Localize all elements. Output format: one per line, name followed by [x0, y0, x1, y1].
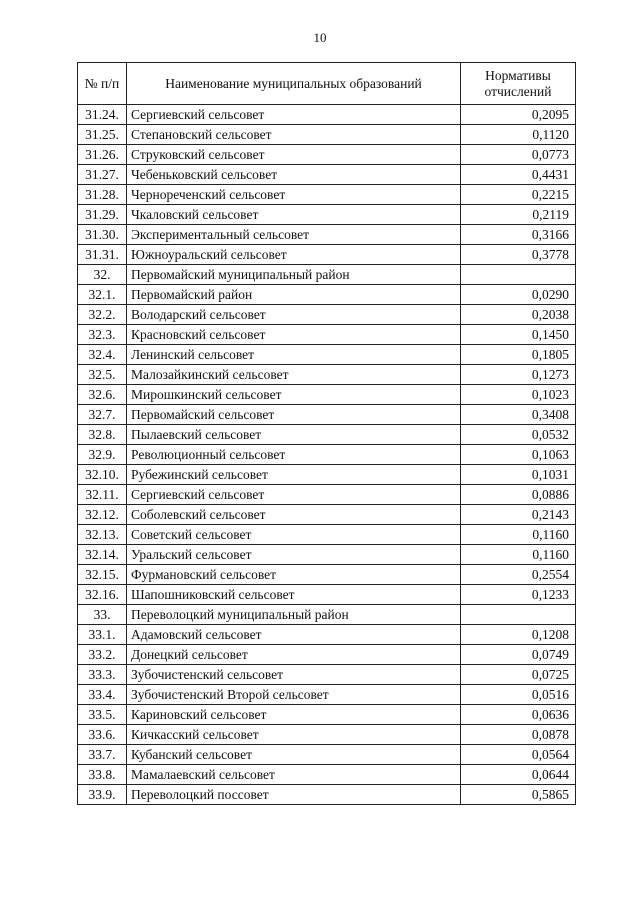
row-number: 32.4.: [78, 345, 127, 365]
row-name: Мирошкинский сельсовет: [127, 385, 461, 405]
table-row: [78, 105, 576, 125]
row-value: 0,0636: [461, 705, 576, 725]
table-row: [78, 445, 576, 465]
row-value: 0,1160: [461, 545, 576, 565]
row-value: 0,0564: [461, 745, 576, 765]
row-number: 32.6.: [78, 385, 127, 405]
row-name: Зубочистенский сельсовет: [127, 665, 461, 685]
row-name: Первомайский сельсовет: [127, 405, 461, 425]
table-row: [78, 685, 576, 705]
row-number: 33.6.: [78, 725, 127, 745]
row-value: 0,1208: [461, 625, 576, 645]
row-number: 32.9.: [78, 445, 127, 465]
row-name: Ленинский сельсовет: [127, 345, 461, 365]
row-number: 33.: [78, 605, 127, 625]
row-value: 0,3408: [461, 405, 576, 425]
row-value: 0,1063: [461, 445, 576, 465]
table-row: [78, 765, 576, 785]
row-value: 0,0886: [461, 485, 576, 505]
table-row: [78, 385, 576, 405]
row-name: Красновский сельсовет: [127, 325, 461, 345]
row-value: 0,1805: [461, 345, 576, 365]
row-name: Революционный сельсовет: [127, 445, 461, 465]
table-row: [78, 265, 576, 285]
table-row: [78, 505, 576, 525]
row-name: Чкаловский сельсовет: [127, 205, 461, 225]
table-row: [78, 425, 576, 445]
row-number: 31.27.: [78, 165, 127, 185]
row-name: Зубочистенский Второй сельсовет: [127, 685, 461, 705]
row-name: Рубежинский сельсовет: [127, 465, 461, 485]
row-number: 33.7.: [78, 745, 127, 765]
table-row: [78, 405, 576, 425]
row-name: Кубанский сельсовет: [127, 745, 461, 765]
table-row: [78, 365, 576, 385]
table-row: [78, 525, 576, 545]
row-number: 31.26.: [78, 145, 127, 165]
table-row: [78, 325, 576, 345]
row-number: 31.25.: [78, 125, 127, 145]
row-name: Струковский сельсовет: [127, 145, 461, 165]
table-row: [78, 165, 576, 185]
table-row: [78, 725, 576, 745]
row-value: 0,0516: [461, 685, 576, 705]
table-row: [78, 465, 576, 485]
row-number: 32.1.: [78, 285, 127, 305]
table-row: [78, 605, 576, 625]
row-number: 31.29.: [78, 205, 127, 225]
row-name: Шапошниковский сельсовет: [127, 585, 461, 605]
row-value: 0,0290: [461, 285, 576, 305]
row-value: 0,1233: [461, 585, 576, 605]
row-value: 0,2119: [461, 205, 576, 225]
row-name: Сергиевский сельсовет: [127, 485, 461, 505]
page-number: 10: [313, 30, 327, 45]
row-name: Сергиевский сельсовет: [127, 105, 461, 125]
row-value: 0,1023: [461, 385, 576, 405]
row-name: Малозайкинский сельсовет: [127, 365, 461, 385]
row-name: Первомайский район: [127, 285, 461, 305]
table-row: [78, 285, 576, 305]
header-number: № п/п: [78, 63, 127, 105]
row-number: 33.2.: [78, 645, 127, 665]
row-name: Первомайский муниципальный район: [127, 265, 461, 285]
table-row: [78, 785, 576, 805]
row-name: Кичкасский сельсовет: [127, 725, 461, 745]
row-number: 32.13.: [78, 525, 127, 545]
row-value: 0,2215: [461, 185, 576, 205]
row-value: 0,1450: [461, 325, 576, 345]
table-row: [78, 205, 576, 225]
row-value: 0,2038: [461, 305, 576, 325]
row-name: Пылаевский сельсовет: [127, 425, 461, 445]
row-name: Адамовский сельсовет: [127, 625, 461, 645]
table-row: [78, 705, 576, 725]
row-value: 0,0878: [461, 725, 576, 745]
row-name: Мамалаевский сельсовет: [127, 765, 461, 785]
row-number: 31.30.: [78, 225, 127, 245]
row-name: Володарский сельсовет: [127, 305, 461, 325]
table-row: [78, 345, 576, 365]
row-value: [461, 265, 576, 285]
row-name: Соболевский сельсовет: [127, 505, 461, 525]
row-name: Донецкий сельсовет: [127, 645, 461, 665]
row-value: 0,0644: [461, 765, 576, 785]
header-name: Наименование муниципальных образований: [127, 63, 461, 105]
row-value: 0,5865: [461, 785, 576, 805]
row-value: 0,1273: [461, 365, 576, 385]
row-name: Кариновский сельсовет: [127, 705, 461, 725]
row-value: 0,2554: [461, 565, 576, 585]
table-row: [78, 185, 576, 205]
table-row: [78, 645, 576, 665]
row-value: 0,3778: [461, 245, 576, 265]
row-number: 32.5.: [78, 365, 127, 385]
row-number: 32.11.: [78, 485, 127, 505]
row-number: 31.28.: [78, 185, 127, 205]
table-row: [78, 625, 576, 645]
row-value: 0,3166: [461, 225, 576, 245]
table-row: [78, 125, 576, 145]
row-number: 33.4.: [78, 685, 127, 705]
header-row: [78, 63, 576, 105]
row-number: 31.31.: [78, 245, 127, 265]
allocation-norms-table: [77, 62, 576, 805]
row-number: 32.3.: [78, 325, 127, 345]
row-value: 0,0725: [461, 665, 576, 685]
row-value: 0,4431: [461, 165, 576, 185]
row-number: 32.10.: [78, 465, 127, 485]
table-row: [78, 305, 576, 325]
row-name: Чебеньковский сельсовет: [127, 165, 461, 185]
row-number: 33.5.: [78, 705, 127, 725]
table-row: [78, 545, 576, 565]
row-value: 0,0749: [461, 645, 576, 665]
table-row: [78, 145, 576, 165]
table-row: [78, 665, 576, 685]
table-body: [78, 105, 576, 805]
row-value: 0,1031: [461, 465, 576, 485]
row-number: 32.12.: [78, 505, 127, 525]
row-name: Уральский сельсовет: [127, 545, 461, 565]
row-number: 32.16.: [78, 585, 127, 605]
row-value: 0,0532: [461, 425, 576, 445]
row-name: Степановский сельсовет: [127, 125, 461, 145]
row-number: 33.1.: [78, 625, 127, 645]
row-name: Переволоцкий поссовет: [127, 785, 461, 805]
row-number: 32.2.: [78, 305, 127, 325]
row-name: Фурмановский сельсовет: [127, 565, 461, 585]
row-number: 33.3.: [78, 665, 127, 685]
row-value: 0,2095: [461, 105, 576, 125]
row-name: Советский сельсовет: [127, 525, 461, 545]
row-number: 32.14.: [78, 545, 127, 565]
header-value: Нормативы отчислений: [461, 63, 576, 105]
table-row: [78, 245, 576, 265]
table-row: [78, 745, 576, 765]
table-header: [78, 63, 576, 105]
row-number: 33.9.: [78, 785, 127, 805]
row-value: 0,1160: [461, 525, 576, 545]
row-name: Южноуральский сельсовет: [127, 245, 461, 265]
row-number: 33.8.: [78, 765, 127, 785]
row-value: 0,2143: [461, 505, 576, 525]
row-value: [461, 605, 576, 625]
row-name: Экспериментальный сельсовет: [127, 225, 461, 245]
row-value: 0,1120: [461, 125, 576, 145]
row-number: 32.15.: [78, 565, 127, 585]
table-row: [78, 565, 576, 585]
row-number: 32.8.: [78, 425, 127, 445]
row-value: 0,0773: [461, 145, 576, 165]
table-row: [78, 485, 576, 505]
row-name: Чернореченский сельсовет: [127, 185, 461, 205]
row-name: Переволоцкий муниципальный район: [127, 605, 461, 625]
row-number: 32.: [78, 265, 127, 285]
table-row: [78, 585, 576, 605]
table-row: [78, 225, 576, 245]
row-number: 32.7.: [78, 405, 127, 425]
row-number: 31.24.: [78, 105, 127, 125]
